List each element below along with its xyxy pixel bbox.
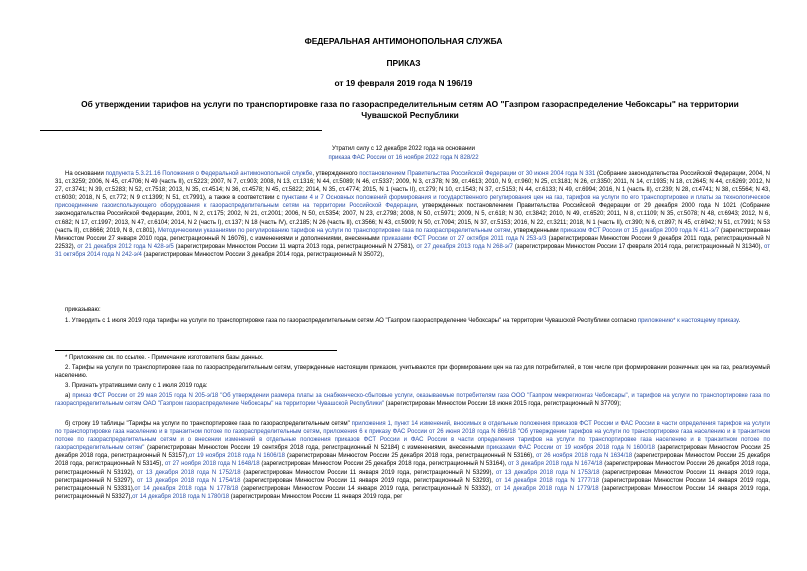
text-run: . <box>738 318 741 324</box>
text-run: (зарегистрирован Минюстом России 26 декабря 2018 года, регистрационный N 53192), <box>55 461 771 476</box>
text-run: (зарегистрирован Минюстом России 11 января 2019 года, рег <box>229 493 403 500</box>
document-title: Об утверждении тарифов на услуги по транспортировке газа по газораспределительным сетям АО "Газпром газораспределение Чебоксары" на территории Чувашской Республики <box>81 99 739 120</box>
text-run: (зарегистрирован Минюстом России 14 января 2019 года, регистрационный N 53331), <box>55 477 771 492</box>
paragraph-approve <box>55 317 770 325</box>
paragraph-repeal-b <box>55 420 770 501</box>
text-run: (зарегистрирован Минюстом России 11 января 2019 года, регистрационный N 53299), <box>240 469 496 476</box>
status-note-link-row <box>0 154 807 162</box>
reference-link[interactable]: от 14 декабря 2018 года N 1779/18 <box>494 485 599 492</box>
paragraph-basis <box>55 170 770 259</box>
reference-link[interactable]: подпункта 5.3.21.16 Положения о Федеральной антимонопольной службе <box>105 171 313 177</box>
text-run: (зарегистрирован Минюстом России 3 декабря 2014 года, регистрационный N 35072), <box>141 251 384 258</box>
appendix-link[interactable]: приложению* к настоящему приказу <box>637 318 739 324</box>
text-run: , <box>319 429 324 436</box>
doc-type-heading: ПРИКАЗ <box>386 58 421 68</box>
text-run: (зарегистрирован Минюстом России 9 декабря 2011 года, регистрационный N 22532), <box>55 235 771 250</box>
reference-link[interactable]: пунктами 4 и 7 Основных положений формирования и государственного регулирования цен на газ, тарифов на услуги по его транспортировке и платы за технологическое присоединение газоиспользующего оборудования к газораспределительным сетям на территории Российской Федерации <box>55 195 770 210</box>
paragraph-repeal-intro: 3. Признать утратившими силу с 1 июля 2019 года: <box>65 383 208 389</box>
paragraph-repeal-a <box>55 392 770 408</box>
reference-link[interactable]: приказ ФСТ России от 29 мая 2015 года N 205-э/18 "Об утверждении размера платы за снабженческо-сбытовые услуги, оказываемые потребителям газа ООО "Газпром межрегионгаз Чебоксары", и тарифов на услуги по транспортировке газа по газораспределительным сетям ОАО "Газпром газораспределение Чебоксары" на территории Чувашской Республики" <box>55 393 770 408</box>
text-run: 1. Утвердить с 1 июля 2019 года тарифы на услуги по транспортировке газа по газораспределительным сетям АО "Газпром газораспределение Чебоксары" на территории Чувашской Республики согласно <box>65 318 638 324</box>
text-run: (зарегистрирован Минюстом России 11 января 2019 года, регистрационный N 53293), <box>240 477 496 484</box>
text-run: (зарегистрирован Минюстом России 17 февраля 2014 года, регистрационный N 31340), <box>512 243 765 250</box>
reference-link[interactable]: от 13 декабря 2018 года N 1753/18 <box>495 469 600 476</box>
text-run: (зарегистрирован Минюстом России 27 января 2010 года, регистрационный N 16076), с изменениями и дополнениями, внесенными <box>55 227 771 242</box>
text-run: На основании <box>65 171 106 177</box>
agency-heading: ФЕДЕРАЛЬНАЯ АНТИМОНОПОЛЬНАЯ СЛУЖБА <box>304 36 503 46</box>
text-run: (зарегистрирован Минюстом России 25 декабря 2018 года, регистрационный N 53145), <box>55 453 771 468</box>
text-run: (зарегистрирован Минюстом России 25 декабря 2018 года, регистрационный N 53157), <box>55 445 770 460</box>
text-run: , утвержденными <box>510 227 561 234</box>
paragraph-order-word: приказываю: <box>65 307 101 313</box>
reference-link[interactable]: от 27 декабря 2013 года N 268-э/7 <box>416 243 513 250</box>
status-note: Утратил силу с 12 декабря 2022 года на основании <box>331 146 475 152</box>
paragraph-tariffs-use: 2. Тарифы на услуги по транспортировке газа по газораспределительным сетям, утвержденные настоящим приказом, учитываются при формировании цен на газ для потребителей, в том числе при формировании розничных цен на газ, реализуемый населению. <box>55 365 770 380</box>
reference-link[interactable]: Методическими указаниями по регулированию тарифов на услуги по транспортировке газа по газораспределительным сетям <box>158 227 511 234</box>
text-run: , утвержденного <box>312 171 360 177</box>
text-run: б) строку 19 таблицы "Тарифы на услуги по транспортировке газа по газораспределительным сетям" <box>65 421 352 427</box>
text-run: (Собрание законодательства Российской Федерации, 2004, N 31, ст.3259; 2006, N 45, ст.4706; N 49 (часть II), ст.5223; 2007, N 7, ст.903; 2008, N 13, ст.1316; N 44, ст.5089; N 46, ст.5337; 2009, N 3, ст.378; N 39, ст.4613; 2010, N 9, ст.960; N 25, ст.3181; N 26, ст.3350; 2011, N 14, ст.1935; N 18, ст.2645; N 44, ст.6269; 2012, N 27, ст.3741; N 39, ст.5283; N 52, ст.7518; 2013, N 35, ст.4514; N 36, ст.4578; N 45, ст.5822; 2014, N 35, ст.4774; 2015, N 1 (часть II), ст.279; N 10, ст.1543; N 37, ст.5153; N 44, ст.6133; N 49, ст.6994; 2016, N 1 (часть II), ст.239; N 28, ст.4741; N 38, ст.5564; N 43, ст.6030; 2018, N 5, ст.772; N 9 ст.1399; N 51, ст.7991), а также в соответствии с <box>55 171 770 202</box>
text-run: (зарегистрирован Минюстом России 19 сентября 2018 года, регистрационный N 52184) с изменениями, внесенными <box>144 445 487 452</box>
text-run: (зарегистрирован Минюстом России 11 марта 2013 года, регистрационный N 27581), <box>173 243 417 250</box>
reference-link[interactable]: от 27 ноября 2018 года N 1648/18 <box>164 461 260 468</box>
footnote: * Приложение см. по ссылке. - Примечание изготовителя базы данных. <box>65 355 264 361</box>
reference-link[interactable]: от 13 декабря 2018 года N 1752/18 <box>137 469 241 476</box>
reference-link[interactable]: от 26 ноября 2018 года N 1634/18 <box>535 453 633 460</box>
reference-link[interactable]: от 14 декабря 2018 года N 1777/18 <box>495 477 600 484</box>
text-run: (зарегистрирован Минюстом России 14 января 2019 года, регистрационный N 53332), <box>238 485 495 492</box>
reference-link[interactable]: от 13 декабря 2018 года N 1754/18 <box>137 477 241 484</box>
date-number-heading: от 19 февраля 2019 года N 196/19 <box>334 78 473 88</box>
text-run: , утвержденных постановлением Правительства Российской Федерации от 29 декабря 2000 года N 1021 (Собрание законодательства Российской Федерации, 2001, N 2, ст.175; 2002, N 21, ст.2001; 2006, N 50, ст.5354; 2007, N 23, ст.2798; 2008, N 50, ст.5971; 2009, N 5, ст.618; N 30, ст.3842; 2010, N 49, ст.6520; 2011, N 8, ст.1109; N 35, ст.5078; N 48, ст.6943; 2012, N 6, ст.682; N 17, ст.1997; 2013, N 47, ст.6104; 2014, N 2 (часть I), ст.137; N 18 (часть IV), ст.2185; N 26 (часть II), ст.3566; N 43, ст.5909; N 50, ст.7094; 2015, N 37, ст.5153; 2016, N 22, ст.3211; 2018, N 1 (часть II), ст.390; N 6, ст.897; N 45, ст.6942; N 51, ст.7991; N 53 (часть II), ст.8666; 2019, N 8, ст.801), <box>55 203 770 234</box>
reference-link[interactable]: приложения 6 к приказу ФАС России от 26 июня 2018 года N 866/18 "Об утверждении тарифов на услуги по транспортировке газа населению и в транзитном потоке по газораспределительным сетям и о внесении изменений в отдельные положения приказов ФСТ России и ФАС России в части определения тарифов на услуги по транспортировке газа населению и в транзитном потоке по газораспределительным сетям" <box>55 429 770 452</box>
reference-link[interactable]: от 3 декабря 2018 года N 1674/18 <box>508 461 603 468</box>
text-run: (зарегистрирован Минюстом России 11 января 2019 года, регистрационный N 53297), <box>55 469 770 484</box>
reference-link[interactable]: приказом ФСТ России от 15 декабря 2009 года N 411-э/7 <box>560 227 720 234</box>
reference-link[interactable]: приказами ФСТ России от 27 октября 2011 года N 253-э/3 <box>381 235 547 242</box>
footnote-separator <box>55 350 337 351</box>
reference-link[interactable]: от 14 декабря 2018 года N 1778/18 <box>134 485 239 492</box>
reference-link[interactable]: от 14 декабря 2018 года N 1780/18 <box>132 493 230 500</box>
text-run: (зарегистрирован Минюстом России 14 января 2019 года, регистрационный N 53327), <box>55 485 771 500</box>
text-run: (зарегистрирован Минюстом России 25 декабря 2018 года, регистрационный N 53166), <box>284 453 536 460</box>
reference-link[interactable]: от 19 ноября 2018 года N 1606/18 <box>188 453 285 460</box>
text-run: а) <box>65 393 73 399</box>
text-run: (зарегистрирован Минюстом России 25 декабря 2018 года, регистрационный N 53164), <box>259 461 509 468</box>
repeal-order-link[interactable]: приказа ФАС России от 16 ноября 2022 года N 828/22 <box>328 155 479 161</box>
reference-link[interactable]: постановлением Правительства Российской Федерации от 30 июня 2004 года N 331 <box>359 171 596 177</box>
text-run: (зарегистрирован Минюстом России 18 июня 2015 года, регистрационный N 37709); <box>384 401 621 408</box>
reference-link[interactable]: от 21 декабря 2012 года N 428-э/5 <box>77 243 174 250</box>
reference-link[interactable]: приложения 1, пункт 14 изменений, вносимых в отдельные положения приказов ФСТ России и ФАС России в части определения тарифов на услуги по транспортировке газа населению и в транзитном потоке по газораспределительным сетям <box>55 421 770 436</box>
separator-line <box>40 130 322 131</box>
reference-link[interactable]: приказами ФАС России от 19 ноября 2018 года N 1600/18 <box>486 445 655 452</box>
reference-link[interactable]: от 31 октября 2014 года N 242-э/4 <box>55 243 770 258</box>
